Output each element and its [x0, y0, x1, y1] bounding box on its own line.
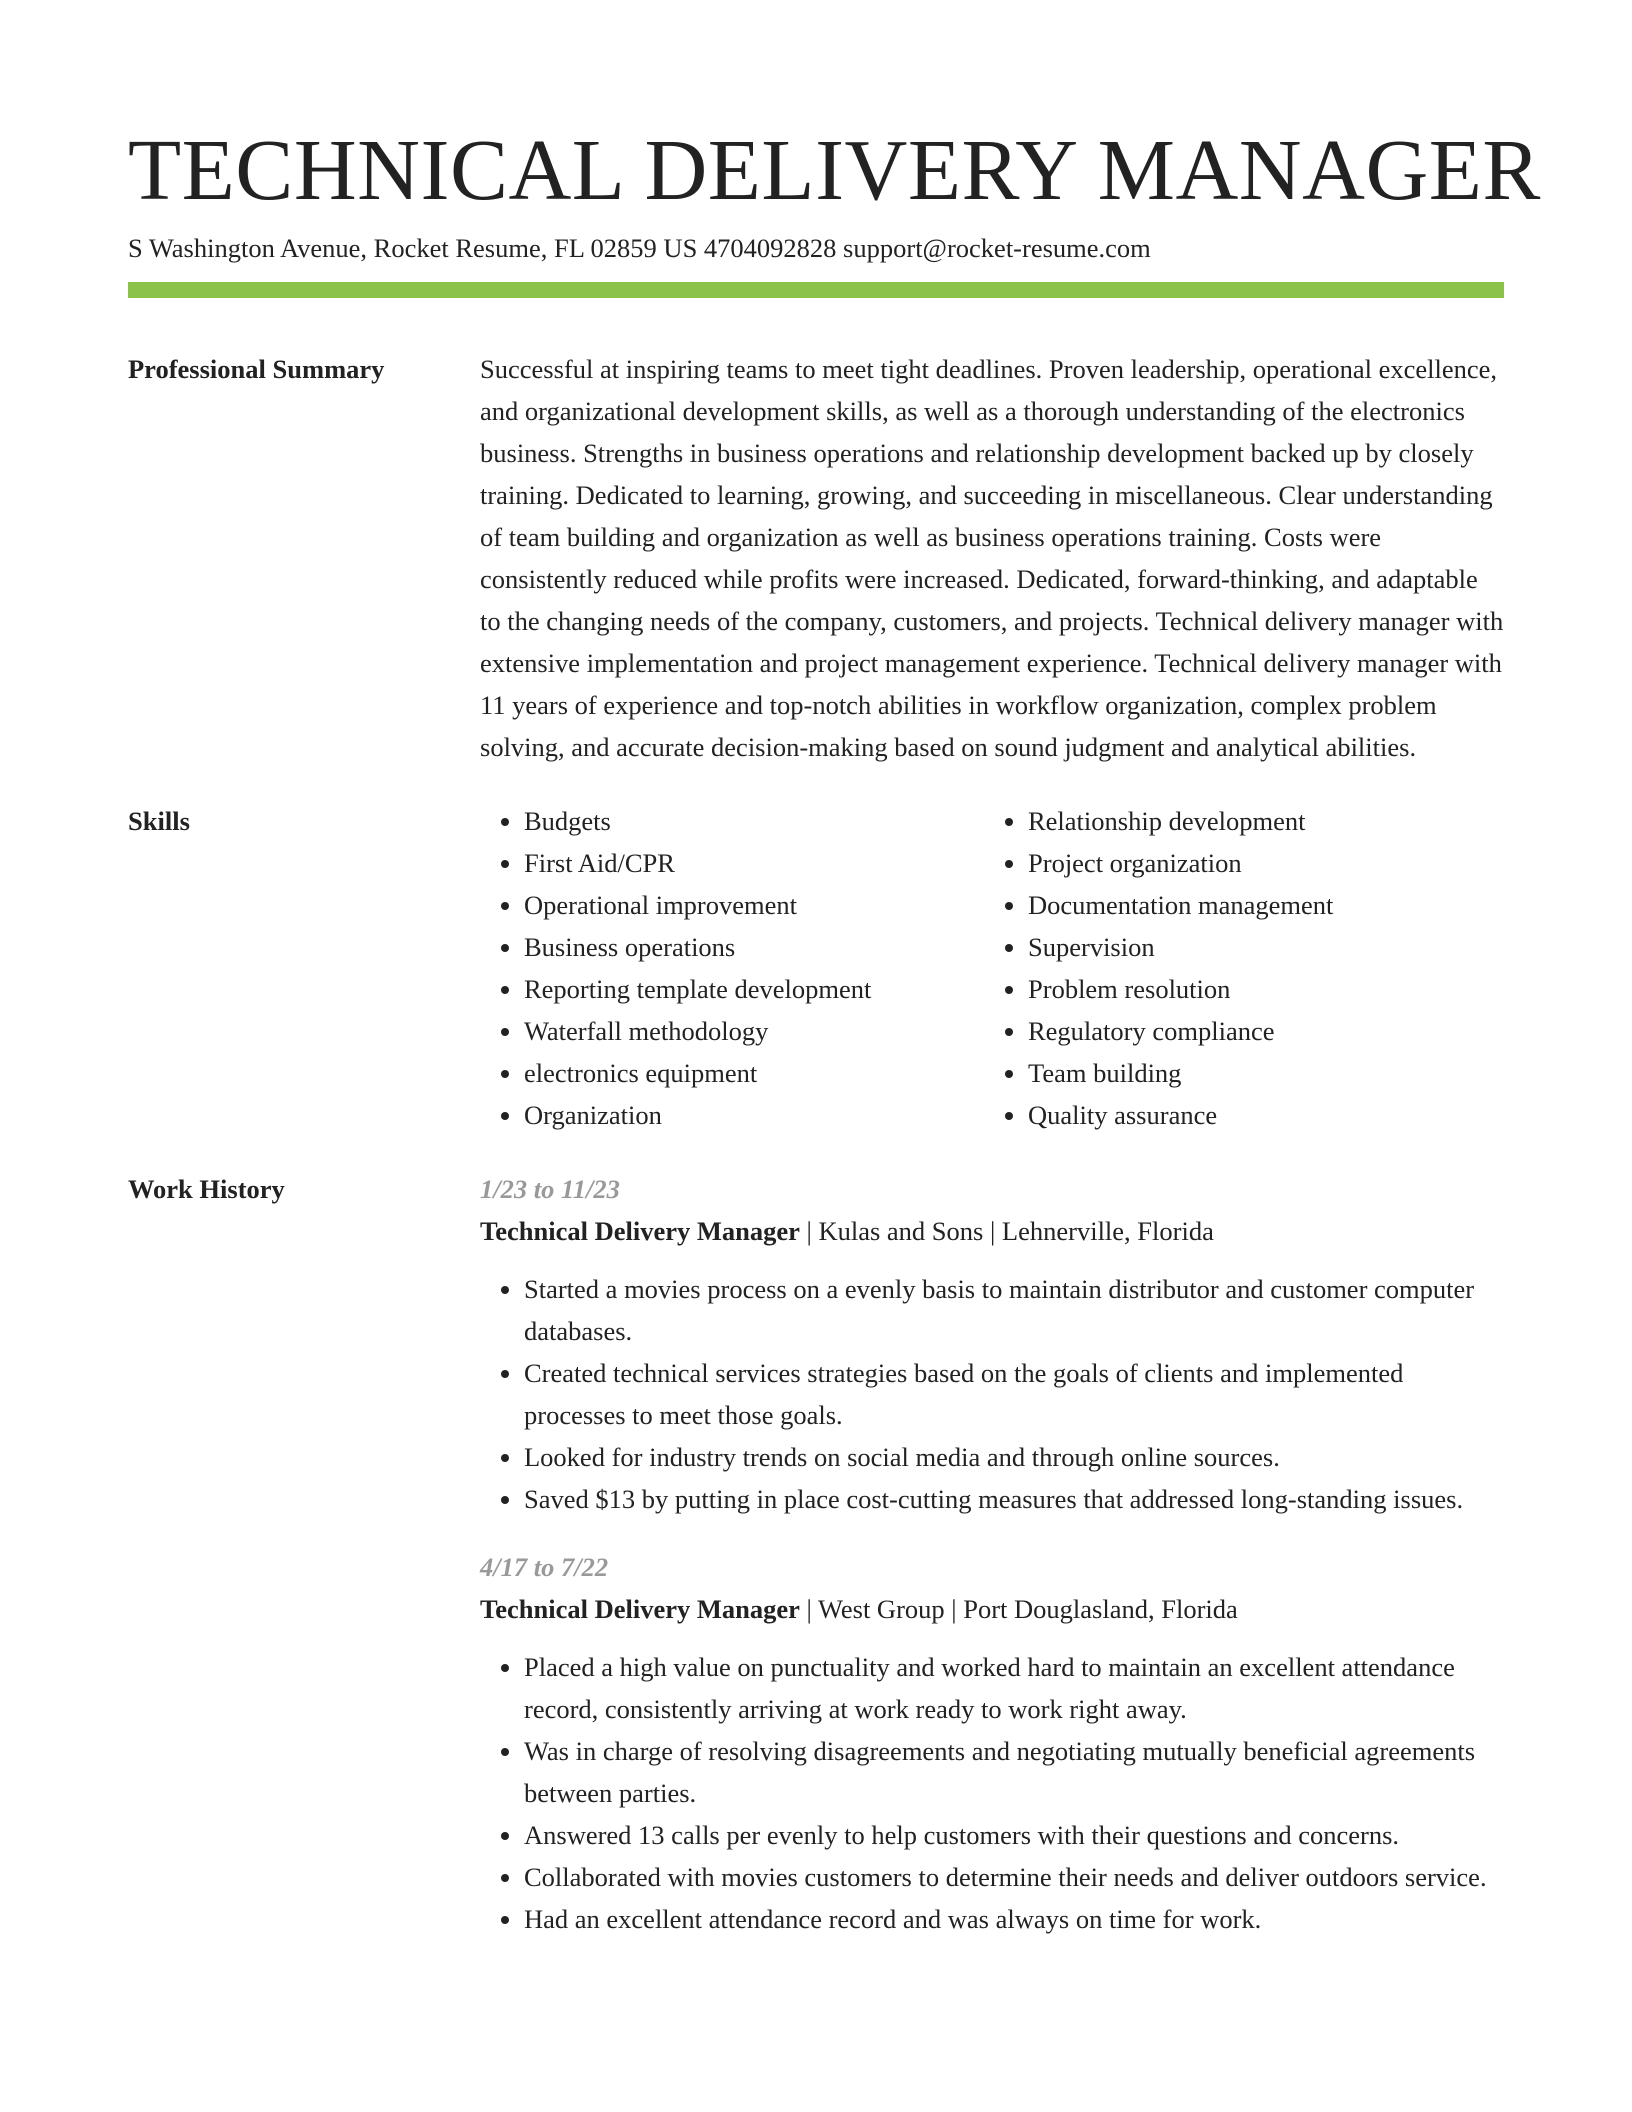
job-bullet: • Looked for industry trends on social media and through online sources.: [524, 1436, 1504, 1478]
job-separator: |: [799, 1216, 819, 1246]
skill-item: • Documentation management: [1028, 884, 1488, 926]
skill-item: • Supervision: [1028, 926, 1488, 968]
job-bullet-list: [480, 1268, 1504, 1520]
skill-item: • Regulatory compliance: [1028, 1010, 1488, 1052]
skill-item: • Problem resolution: [1028, 968, 1488, 1010]
skill-item: • Business operations: [524, 926, 984, 968]
job-location: Port Douglasland, Florida: [963, 1594, 1238, 1624]
skills-section: [128, 800, 1504, 1136]
job-title: Technical Delivery Manager: [480, 1594, 800, 1624]
skill-item: • Relationship development: [1028, 800, 1488, 842]
section-heading-summary: Professional Summary: [128, 354, 385, 384]
skill-item: • Team building: [1028, 1052, 1488, 1094]
job-separator: |: [799, 1594, 818, 1624]
work-history-section: [128, 1168, 1504, 1940]
job-dates: 1/23 to 11/23: [480, 1174, 620, 1204]
section-heading-skills: Skills: [128, 806, 190, 836]
resume-page: [128, 118, 1541, 1940]
skill-item: • Project organization: [1028, 842, 1488, 884]
job-bullet: • Started a movies process on a evenly basis to maintain distributor and customer computer databases.: [524, 1268, 1504, 1352]
skill-item: • Budgets: [524, 800, 984, 842]
skill-item: • Reporting template development: [524, 968, 984, 1010]
job-bullet: • Was in charge of resolving disagreements and negotiating mutually beneficial agreements between parties.: [524, 1730, 1504, 1814]
work-history-body: [480, 1168, 1504, 1940]
summary-text: Successful at inspiring teams to meet tight deadlines. Proven leadership, operational excellence, and organizational development skills, as well as a thorough understanding of the electronics business. Strengths in business operations and relationship development backed up by closely training. Dedicated to learning, growing, and succeeding in miscellaneous. Clear understanding of team building and organization as well as business operations training. Costs were consistently reduced while profits were increased. Dedicated, forward-thinking, and adaptable to the changing needs of the company, customers, and projects. Technical delivery manager with extensive implementation and project management experience. Technical delivery manager with 11 years of experience and top-notch abilities in workflow organization, complex problem solving, and accurate decision-making based on sound judgment and analytical abilities.: [480, 354, 1504, 762]
job-bullet: • Answered 13 calls per evenly to help customers with their questions and concerns.: [524, 1814, 1504, 1856]
resume-title: TECHNICAL DELIVERY MANAGER: [128, 121, 1541, 218]
job-bullet: • Collaborated with movies customers to determine their needs and deliver outdoors service.: [524, 1856, 1504, 1898]
skill-item: • Quality assurance: [1028, 1094, 1488, 1136]
job-title-line: [480, 1588, 1504, 1630]
skill-item: • electronics equipment: [524, 1052, 984, 1094]
job-title-line: [480, 1210, 1504, 1252]
job-company: Kulas and Sons: [818, 1216, 984, 1246]
job-bullet: • Saved $13 by putting in place cost-cutting measures that addressed long-standing issues.: [524, 1478, 1504, 1520]
header-divider: [128, 282, 1504, 298]
skill-item: • Operational improvement: [524, 884, 984, 926]
contact-line: S Washington Avenue, Rocket Resume, FL 02859 US 4704092828 support@rocket-resume.com: [128, 233, 1151, 263]
job-separator: |: [944, 1594, 964, 1624]
job-bullet: • Had an excellent attendance record and was always on time for work.: [524, 1898, 1504, 1940]
skills-columns: [480, 800, 1504, 1136]
skills-column-left: [480, 800, 984, 1136]
job-separator: |: [983, 1216, 1002, 1246]
job-location: Lehnerville, Florida: [1001, 1216, 1214, 1246]
skill-item: • Waterfall methodology: [524, 1010, 984, 1052]
job-bullet: • Created technical services strategies based on the goals of clients and implemented processes to meet those goals.: [524, 1352, 1504, 1436]
job-entry: [480, 1168, 1504, 1520]
skill-item: • First Aid/CPR: [524, 842, 984, 884]
professional-summary-section: [128, 348, 1504, 768]
skills-column-right: [984, 800, 1488, 1136]
skills-list-right: [984, 800, 1488, 1136]
job-company: West Group: [817, 1594, 945, 1624]
job-entry: [480, 1546, 1504, 1940]
job-bullet-list: [480, 1646, 1504, 1940]
skills-list-left: [480, 800, 984, 1136]
job-dates: 4/17 to 7/22: [480, 1552, 609, 1582]
job-bullet: • Placed a high value on punctuality and worked hard to maintain an excellent attendance record, consistently arriving at work ready to work right away.: [524, 1646, 1504, 1730]
skill-item: • Organization: [524, 1094, 984, 1136]
section-heading-work-history: Work History: [128, 1174, 285, 1204]
job-title: Technical Delivery Manager: [480, 1216, 800, 1246]
